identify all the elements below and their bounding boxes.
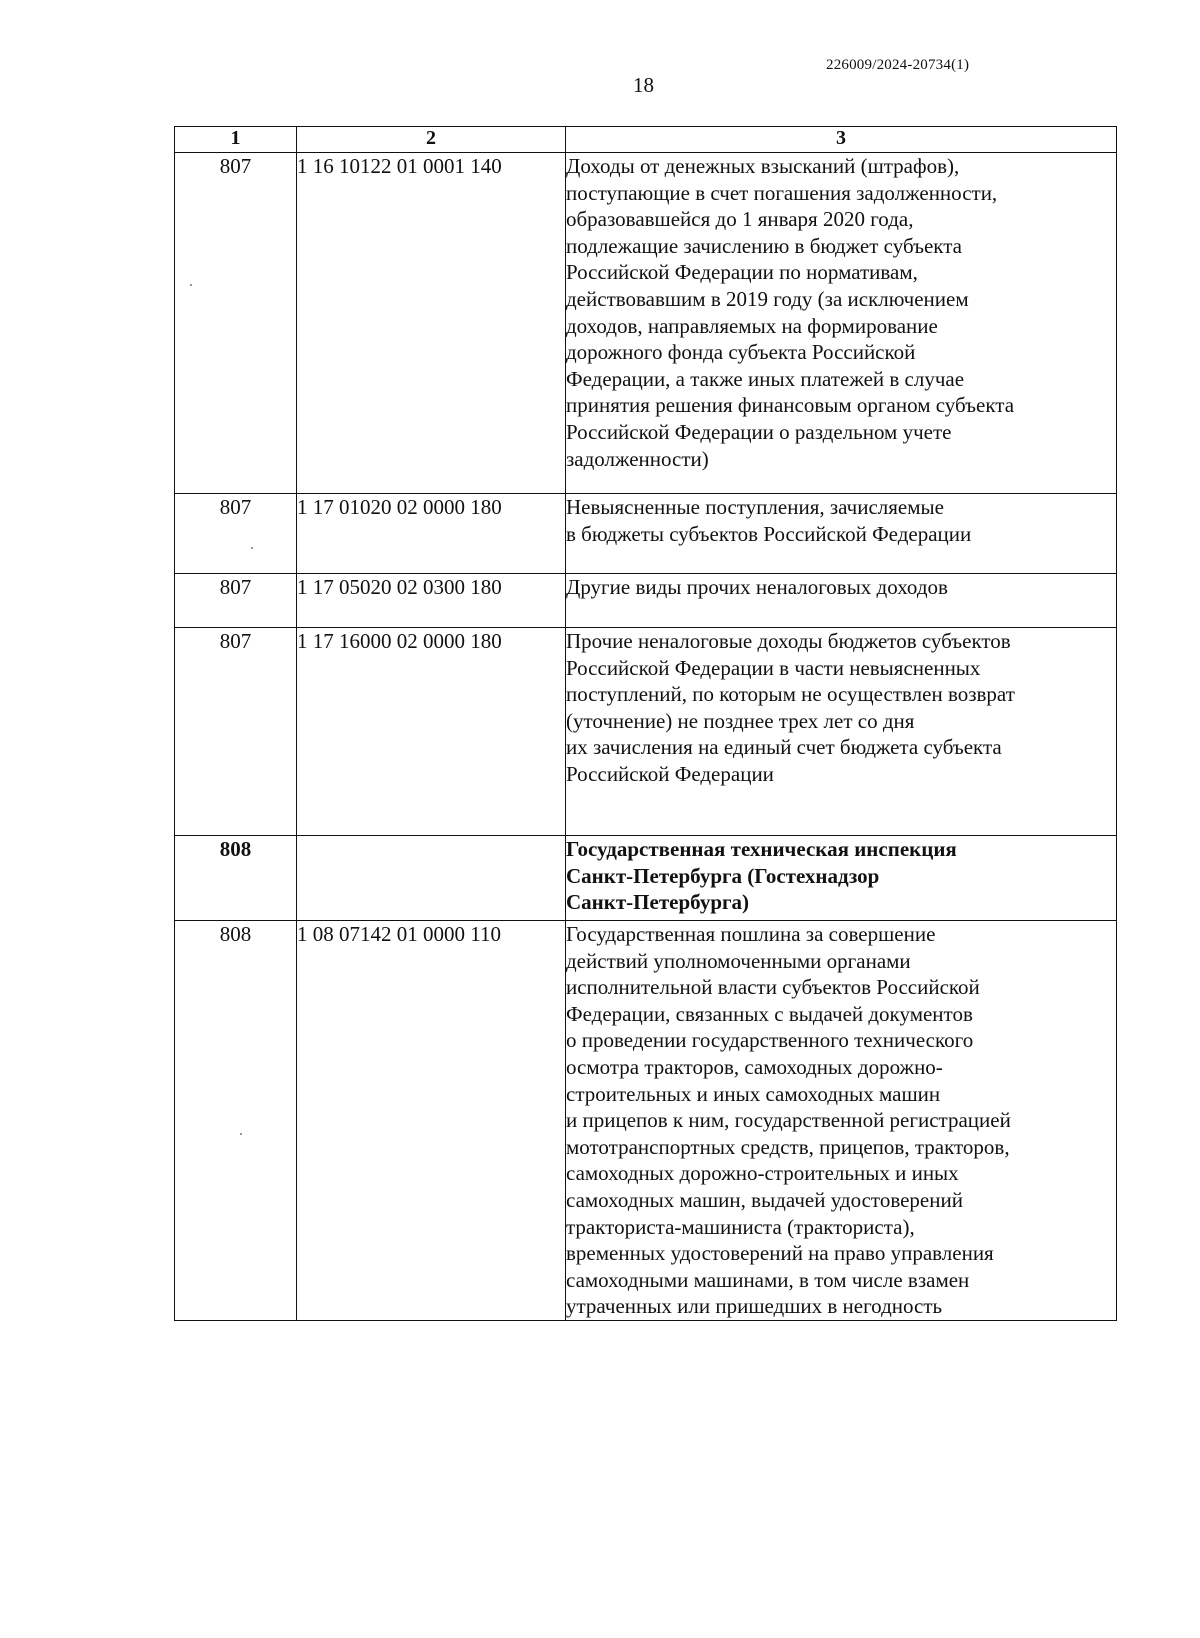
description-line: Другие виды прочих неналоговых доходов [566,575,948,599]
description-line: самоходных машин, выдачей удостоверений [566,1187,963,1212]
description-line: о проведении государственного технического [566,1028,974,1053]
description-line: Государственная пошлина за совершение [566,922,936,946]
budget-code-cell: 1 16 10122 01 0001 140 [297,153,566,494]
description-line: Доходы от денежных взысканий (штрафов), [566,154,960,178]
budget-code-cell: 1 08 07142 01 0000 110 [297,921,566,1321]
budget-code-cell: 1 17 05020 02 0300 180 [297,574,566,628]
column-header-3: 3 [566,127,1117,153]
description-line: действий уполномоченными органами [566,948,911,973]
description-line: Российской Федерации [566,761,774,786]
scan-artifact [240,1133,242,1135]
description-line: самоходными машинами, в том числе взамен [566,1267,970,1292]
admin-code-cell: 807 [175,574,297,628]
description-line: принятия решения финансовым органом субъекта [566,393,1015,418]
description-line: Российской Федерации о раздельном учете [566,419,952,444]
description-line: Федерации, а также иных платежей в случае [566,366,965,391]
column-header-1: 1 [175,127,297,153]
description-line: тракториста-машиниста (тракториста), [566,1214,915,1239]
description-line: Санкт-Петербурга) [566,890,750,915]
description-line: Российской Федерации по нормативам, [566,260,918,285]
description-cell [566,494,1117,574]
revenue-codes-table [174,126,1117,1321]
description-cell [566,153,1117,494]
admin-code-cell: 807 [175,494,297,574]
table-row-organization [175,836,1117,921]
budget-code-cell: 1 17 01020 02 0000 180 [297,494,566,574]
table-row [175,628,1117,836]
table-row [175,574,1117,628]
budget-code-cell: 1 17 16000 02 0000 180 [297,628,566,836]
description-line: в бюджеты субъектов Российской Федерации [566,521,972,546]
description-line: мототранспортных средств, прицепов, тракторов, [566,1134,1010,1159]
table-row [175,921,1117,1321]
description-cell [566,628,1117,836]
budget-code-cell [297,836,566,921]
description-line: их зачисления на единый счет бюджета субъекта [566,735,1002,760]
description-line: строительных и иных самоходных машин [566,1081,941,1106]
description-cell [566,921,1117,1321]
description-line: Прочие неналоговые доходы бюджетов субъектов [566,629,1011,653]
description-line: самоходных дорожно-строительных и иных [566,1161,959,1186]
scan-artifact [251,547,253,549]
organization-name-cell [566,836,1117,921]
description-line: Российской Федерации в части невыясненных [566,655,981,680]
table-row [175,494,1117,574]
admin-code-cell: 807 [175,153,297,494]
column-header-2: 2 [297,127,566,153]
admin-code-cell: 808 [175,836,297,921]
description-line: поступлений, по которым не осуществлен возврат [566,682,1015,707]
table-row [175,153,1117,494]
description-cell [566,574,1117,628]
admin-code-cell: 808 [175,921,297,1321]
description-line: (уточнение) не позднее трех лет со дня [566,708,915,733]
description-line: исполнительной власти субъектов Российской [566,975,980,1000]
description-line: задолженности) [566,446,709,471]
description-line: Санкт-Петербурга (Гостехнадзор [566,863,880,888]
page-number: 18 [633,73,654,97]
admin-code-cell: 807 [175,628,297,836]
description-line: утраченных или пришедших в негодность [566,1294,943,1319]
description-line: осмотра тракторов, самоходных дорожно- [566,1054,943,1079]
description-line: Невыясненные поступления, зачисляемые [566,495,944,519]
scan-artifact [190,284,192,286]
description-line: доходов, направляемых на формирование [566,313,938,338]
description-line: дорожного фонда субъекта Российской [566,340,916,365]
description-line: Государственная техническая инспекция [566,837,957,861]
description-line: действовавшим в 2019 году (за исключением [566,286,969,311]
description-line: поступающие в счет погашения задолженности, [566,180,998,205]
description-line: образовавшейся до 1 января 2020 года, [566,207,914,232]
description-line: временных удостоверений на право управления [566,1241,994,1266]
description-line: Федерации, связанных с выдачей документов [566,1001,973,1026]
table-header-row [175,127,1117,153]
document-number: 226009/2024-20734(1) [826,57,970,73]
description-line: подлежащие зачислению в бюджет субъекта [566,233,962,258]
description-line: и прицепов к ним, государственной регистрацией [566,1108,1011,1133]
